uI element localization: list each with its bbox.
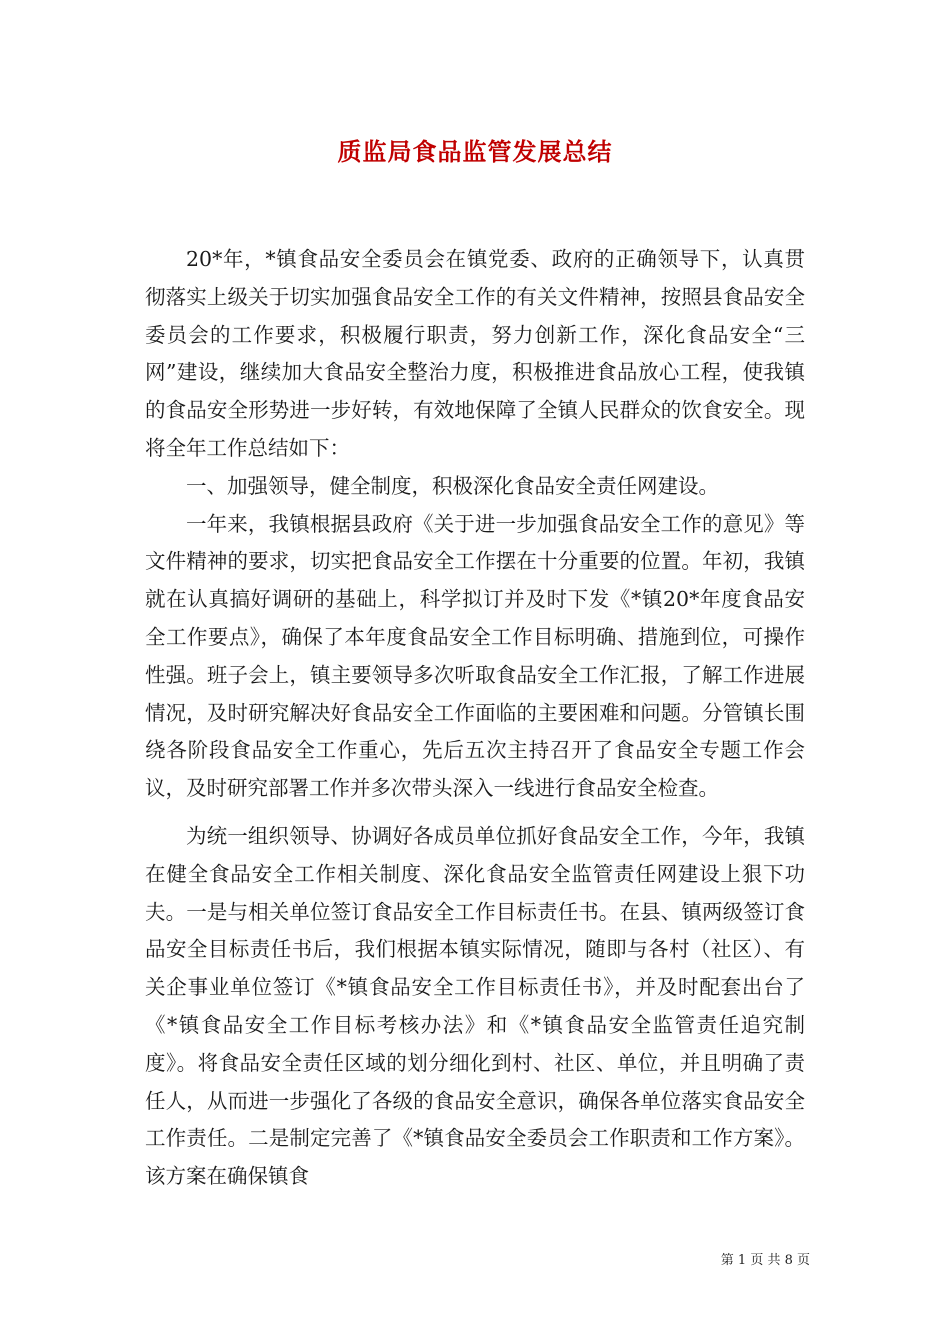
paragraph-intro: 20*年，*镇食品安全委员会在镇党委、政府的正确领导下，认真贯彻落实上级关于切实加强食品安全工作的有关文件精神，按照县食品安全委员会的工作要求，积极履行职责，努力创新工作，深化食品安全“三网”建设，继续加大食品安全整治力度，积极推进食品放心工程，使我镇的食品安全形势进一步好转，有效地保障了全镇人民群众的饮食安全。现将全年工作总结如下： xyxy=(145,247,805,460)
paragraph-system: 为统一组织领导、协调好各成员单位抓好食品安全工作，今年，我镇在健全食品安全工作相关制度、深化食品安全监管责任网建设上狠下功夫。一是与相关单位签订食品安全工作目标责任书。在县、镇两级签订食品安全目标责任书后，我们根据本镇实际情况，随即与各村（社区）、有关企事业单位签订《*镇食品安全工作目标责任书》，并及时配套出台了《*镇食品安全工作目标考核办法》和《*镇食品安全监管责任追究制度》。将食品安全责任区域的划分细化到村、社区、单位，并且明确了责任人，从而进一步强化了各级的食品安全意识，确保各单位落实食品安全工作责任。二是制定完善了《*镇食品安全委员会工作职责和工作方案》。该方案在确保镇食 xyxy=(145,823,805,1189)
document-title: 质监局食品监管发展总结 xyxy=(337,137,613,166)
section-heading: 一、加强领导，健全制度，积极深化食品安全责任网建设。 xyxy=(186,473,719,498)
paragraph-leadership: 一年来，我镇根据县政府《关于进一步加强食品安全工作的意见》等文件精神的要求，切实把食品安全工作摆在十分重要的位置。年初，我镇就在认真搞好调研的基础上，科学拟订并及时下发《*镇20*年度食品安全工作要点》，确保了本年度食品安全工作目标明确、措施到位，可操作性强。班子会上，镇主要领导多次听取食品安全工作汇报，了解工作进展情况，及时研究解决好食品安全工作面临的主要困难和问题。分管镇长围绕各阶段食品安全工作重心，先后五次主持召开了食品安全专题工作会议，及时研究部署工作并多次带头深入一线进行食品安全检查。 xyxy=(145,511,805,801)
page-number: 第 1 页 共 8 页 xyxy=(720,1253,810,1268)
document-body xyxy=(145,241,805,1196)
